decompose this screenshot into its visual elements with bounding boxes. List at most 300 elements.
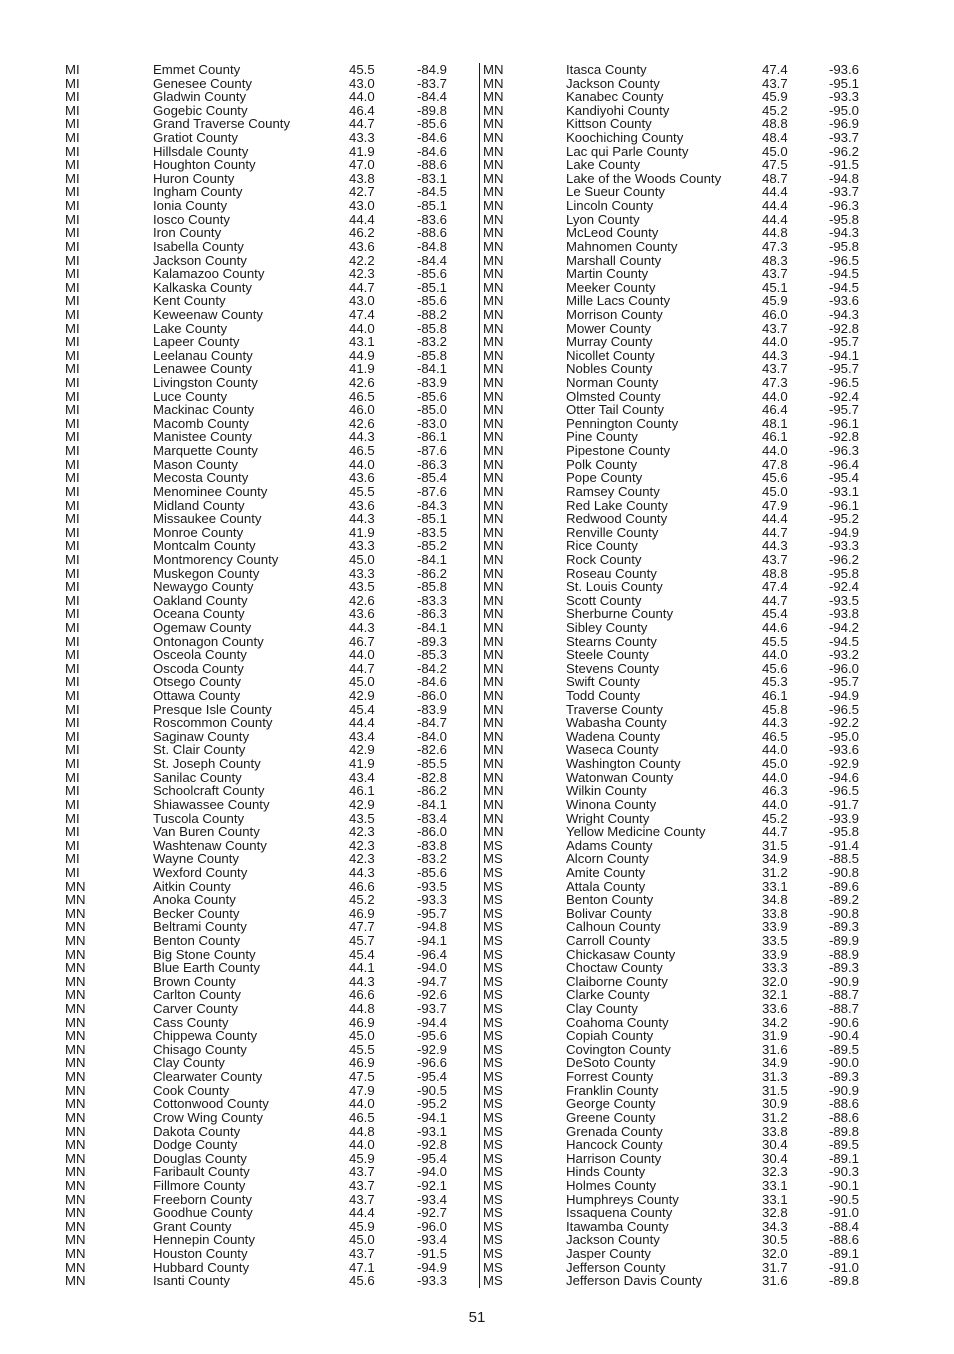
table-row [65,403,447,417]
county-cell: Wayne County [153,851,240,867]
longitude-cell: -88.5 [828,851,859,867]
state-cell: MN [65,933,86,948]
table-row [65,485,447,499]
longitude-cell: -84.9 [416,62,447,77]
latitude-cell: 45.0 [349,1232,375,1248]
state-cell: MI [65,715,80,731]
latitude-cell: 45.0 [349,1028,375,1044]
latitude-cell: 47.3 [762,238,788,254]
county-cell: Dodge County [153,1137,238,1153]
longitude-cell: -95.8 [828,565,859,581]
county-cell: Clay County [153,1055,225,1071]
longitude-cell: -84.1 [416,361,447,377]
longitude-cell: -93.8 [828,606,859,622]
longitude-cell: -88.7 [828,987,859,1003]
county-cell: Choctaw County [566,960,663,976]
latitude-cell: 44.4 [762,511,788,527]
county-cell: Keweenaw County [153,306,263,322]
state-cell: MS [483,1232,503,1248]
latitude-cell: 42.9 [349,796,375,812]
latitude-cell: 42.3 [349,824,375,840]
latitude-cell: 43.0 [349,75,375,91]
latitude-cell: 46.7 [349,633,375,649]
state-cell: MI [65,388,80,404]
longitude-cell: -83.8 [416,837,447,853]
longitude-cell: -95.2 [828,511,859,527]
state-cell: MN [483,456,504,472]
county-cell: Wadena County [566,728,661,744]
longitude-cell: -95.6 [416,1028,447,1044]
longitude-cell: -96.5 [828,252,859,268]
latitude-cell: 47.4 [762,62,788,77]
table-row [483,1084,859,1098]
table-row [483,1152,859,1166]
state-cell: MS [483,892,503,908]
longitude-cell: -86.2 [416,783,447,799]
table-row [65,63,447,77]
latitude-cell: 46.5 [349,1109,375,1125]
longitude-cell: -96.0 [828,660,859,676]
latitude-cell: 46.1 [349,783,375,799]
state-cell: MS [483,987,503,1003]
county-cell: Ingham County [153,184,243,200]
latitude-cell: 43.3 [349,130,375,146]
table-row [65,145,447,159]
state-cell: MI [65,75,80,91]
state-cell: MI [65,497,80,513]
table-row [483,880,859,894]
table-row [65,893,447,907]
table-row [483,1056,859,1070]
county-cell: Macomb County [153,415,250,431]
county-cell: Mason County [153,456,239,472]
state-cell: MI [65,443,80,459]
table-row [65,199,447,213]
latitude-cell: 43.4 [349,769,375,785]
table-row [483,90,859,104]
latitude-cell: 43.7 [762,551,788,567]
county-cell: Schoolcraft County [153,783,265,799]
state-cell: MS [483,1150,503,1166]
county-cell: Red Lake County [566,497,668,513]
county-cell: Osceola County [153,647,247,663]
latitude-cell: 46.1 [762,688,788,704]
state-cell: MN [483,824,504,840]
county-cell: Olmsted County [566,388,661,404]
state-cell: MN [483,579,504,595]
longitude-cell: -92.7 [416,1205,447,1221]
county-cell: Beltrami County [153,919,247,935]
state-cell: MN [65,1246,86,1262]
county-cell: Wabasha County [566,715,667,731]
state-cell: MI [65,402,80,418]
latitude-cell: 47.4 [349,306,375,322]
county-cell: Iron County [153,225,222,241]
county-cell: Hinds County [566,1164,646,1180]
longitude-cell: -90.0 [828,1055,859,1071]
longitude-cell: -96.4 [828,456,859,472]
county-cell: Genesee County [153,75,252,91]
table-row [483,335,859,349]
longitude-cell: -84.4 [416,252,447,268]
table-row [483,567,859,581]
table-row [483,281,859,295]
county-cell: Martin County [566,266,649,282]
county-cell: Ogemaw County [153,619,252,635]
county-cell: Van Buren County [153,824,260,840]
latitude-cell: 34.8 [762,892,788,908]
table-row [65,839,447,853]
county-cell: Calhoun County [566,919,661,935]
table-row [65,1206,447,1220]
table-row [483,648,859,662]
longitude-cell: -93.7 [828,130,859,146]
county-cell: Kanabec County [566,89,664,105]
table-row [483,975,859,989]
latitude-cell: 33.3 [762,960,788,976]
longitude-cell: -86.1 [416,429,447,445]
state-cell: MN [483,184,504,200]
table-row [65,1233,447,1247]
longitude-cell: -85.6 [416,293,447,309]
longitude-cell: -95.8 [828,238,859,254]
right-column-table [479,63,859,1288]
county-cell: Mille Lacs County [566,293,671,309]
county-cell: Ramsey County [566,483,660,499]
table-row [65,1016,447,1030]
latitude-cell: 46.5 [762,728,788,744]
state-cell: MS [483,1218,503,1234]
longitude-cell: -84.0 [416,728,447,744]
county-cell: Copiah County [566,1028,654,1044]
state-cell: MN [65,892,86,908]
county-cell: Chippewa County [153,1028,258,1044]
longitude-cell: -84.7 [416,715,447,731]
table-row [483,172,859,186]
longitude-cell: -92.8 [828,429,859,445]
longitude-cell: -94.2 [828,619,859,635]
state-cell: MI [65,647,80,663]
table-row [65,1193,447,1207]
table-row [483,907,859,921]
state-cell: MN [65,987,86,1003]
state-cell: MN [483,320,504,336]
state-cell: MI [65,306,80,322]
state-cell: MN [65,1082,86,1098]
longitude-cell: -93.5 [416,878,447,894]
state-cell: MN [65,1177,86,1193]
table-row [65,607,447,621]
longitude-cell: -89.3 [828,919,859,935]
state-cell: MS [483,1177,503,1193]
table-row [483,920,859,934]
county-cell: Leelanau County [153,347,253,363]
latitude-cell: 44.3 [349,973,375,989]
table-row [65,866,447,880]
longitude-cell: -85.5 [416,756,447,772]
latitude-cell: 47.9 [349,1082,375,1098]
table-row [483,1233,859,1247]
table-row [65,1220,447,1234]
county-cell: Attala County [566,878,646,894]
longitude-cell: -85.8 [416,320,447,336]
latitude-cell: 44.0 [762,796,788,812]
table-row [483,825,859,839]
table-row [65,1125,447,1139]
county-cell: Presque Isle County [153,701,272,717]
table-row [483,1206,859,1220]
state-cell: MN [483,660,504,676]
table-row [483,716,859,730]
longitude-cell: -90.9 [828,1082,859,1098]
longitude-cell: -85.3 [416,647,447,663]
latitude-cell: 44.0 [762,742,788,758]
county-cell: Chisago County [153,1041,247,1057]
county-cell: Carver County [153,1001,239,1017]
state-cell: MI [65,742,80,758]
table-row [65,213,447,227]
longitude-cell: -88.4 [828,1218,859,1234]
county-cell: Lenawee County [153,361,252,377]
county-cell: Douglas County [153,1150,247,1166]
state-cell: MI [65,851,80,867]
table-row [483,1193,859,1207]
longitude-cell: -95.2 [416,1096,447,1112]
state-cell: MN [65,919,86,935]
state-cell: MN [483,62,504,77]
county-cell: Mahnomen County [566,238,678,254]
longitude-cell: -96.2 [828,551,859,567]
state-cell: MS [483,960,503,976]
longitude-cell: -90.4 [828,1028,859,1044]
table-row [483,621,859,635]
latitude-cell: 45.4 [762,606,788,622]
latitude-cell: 45.0 [349,674,375,690]
county-cell: Mecosta County [153,470,249,486]
table-row [483,185,859,199]
table-row [483,403,859,417]
state-cell: MI [65,238,80,254]
county-cell: Covington County [566,1041,671,1057]
county-cell: Emmet County [153,62,241,77]
county-cell: George County [566,1096,656,1112]
longitude-cell: -91.4 [828,837,859,853]
longitude-cell: -92.2 [828,715,859,731]
state-cell: MN [65,1055,86,1071]
table-row [483,294,859,308]
county-cell: Oakland County [153,592,248,608]
latitude-cell: 42.2 [349,252,375,268]
longitude-cell: -94.1 [828,347,859,363]
longitude-cell: -84.6 [416,143,447,159]
state-cell: MN [65,905,86,921]
state-cell: MN [483,102,504,118]
latitude-cell: 31.6 [762,1273,788,1289]
latitude-cell: 44.7 [349,116,375,132]
longitude-cell: -94.3 [828,306,859,322]
state-cell: MI [65,864,80,880]
latitude-cell: 44.4 [349,715,375,731]
state-cell: MI [65,198,80,214]
longitude-cell: -96.1 [828,415,859,431]
table-row [483,158,859,172]
longitude-cell: -92.9 [828,756,859,772]
table-row [65,621,447,635]
state-cell: MN [483,470,504,486]
longitude-cell: -91.7 [828,796,859,812]
longitude-cell: -92.1 [416,1177,447,1193]
longitude-cell: -83.9 [416,375,447,391]
longitude-cell: -93.3 [828,89,859,105]
county-cell: Humphreys County [566,1191,679,1207]
table-row [65,254,447,268]
table-row [65,771,447,785]
latitude-cell: 44.4 [762,184,788,200]
table-row [483,226,859,240]
latitude-cell: 30.4 [762,1150,788,1166]
longitude-cell: -90.1 [828,1177,859,1193]
county-cell: Sibley County [566,619,648,635]
state-cell: MI [65,143,80,159]
latitude-cell: 43.8 [349,170,375,186]
table-row [483,948,859,962]
longitude-cell: -89.9 [828,933,859,948]
state-cell: MI [65,89,80,105]
county-cell: Itasca County [566,62,647,77]
county-cell: Wilkin County [566,783,647,799]
latitude-cell: 31.6 [762,1041,788,1057]
latitude-cell: 48.1 [762,415,788,431]
longitude-cell: -93.6 [828,293,859,309]
state-cell: MN [483,334,504,350]
table-row [65,185,447,199]
table-row [483,131,859,145]
state-cell: MN [483,606,504,622]
longitude-cell: -93.1 [416,1123,447,1139]
table-row [65,1165,447,1179]
table-row [483,730,859,744]
county-cell: Murray County [566,334,653,350]
county-cell: Adams County [566,837,653,853]
latitude-cell: 43.6 [349,497,375,513]
county-cell: Fillmore County [153,1177,246,1193]
longitude-cell: -89.2 [828,892,859,908]
latitude-cell: 47.8 [762,456,788,472]
table-row [65,648,447,662]
longitude-cell: -96.6 [416,1055,447,1071]
state-cell: MN [483,756,504,772]
table-row [483,254,859,268]
county-cell: Saginaw County [153,728,250,744]
longitude-cell: -93.4 [416,1191,447,1207]
latitude-cell: 46.2 [349,225,375,241]
county-cell: Becker County [153,905,240,921]
latitude-cell: 45.7 [349,933,375,948]
table-row [483,1179,859,1193]
latitude-cell: 43.5 [349,579,375,595]
longitude-cell: -94.7 [416,973,447,989]
latitude-cell: 45.0 [762,483,788,499]
table-row [483,689,859,703]
longitude-cell: -89.8 [828,1273,859,1289]
county-cell: Clarke County [566,987,650,1003]
state-cell: MS [483,1082,503,1098]
longitude-cell: -88.6 [416,157,447,173]
latitude-cell: 42.3 [349,851,375,867]
state-cell: MN [483,674,504,690]
county-cell: St. Joseph County [153,756,261,772]
state-cell: MI [65,810,80,826]
county-cell: Washtenaw County [153,837,267,853]
state-cell: MI [65,470,80,486]
latitude-cell: 45.3 [762,674,788,690]
county-cell: Cook County [153,1082,230,1098]
table-row [483,1002,859,1016]
latitude-cell: 33.9 [762,946,788,962]
latitude-cell: 43.6 [349,238,375,254]
table-row [483,362,859,376]
table-row [483,322,859,336]
state-cell: MN [65,1150,86,1166]
county-cell: Stevens County [566,660,660,676]
state-cell: MN [483,511,504,527]
latitude-cell: 33.1 [762,1177,788,1193]
state-cell: MN [483,116,504,132]
state-cell: MN [65,1069,86,1085]
county-cell: Brown County [153,973,236,989]
state-cell: MS [483,1028,503,1044]
longitude-cell: -90.8 [828,864,859,880]
longitude-cell: -95.7 [828,402,859,418]
longitude-cell: -91.0 [828,1259,859,1275]
table-row [65,798,447,812]
state-cell: MS [483,1123,503,1139]
state-cell: MN [483,810,504,826]
table-row [65,934,447,948]
county-cell: Manistee County [153,429,252,445]
longitude-cell: -92.4 [828,579,859,595]
longitude-cell: -84.1 [416,619,447,635]
longitude-cell: -93.6 [828,62,859,77]
table-row [483,1043,859,1057]
latitude-cell: 46.5 [349,388,375,404]
county-cell: Lake of the Woods County [566,170,722,186]
latitude-cell: 32.1 [762,987,788,1003]
state-cell: MN [483,279,504,295]
latitude-cell: 32.8 [762,1205,788,1221]
state-cell: MI [65,633,80,649]
latitude-cell: 31.3 [762,1069,788,1085]
county-cell: Goodhue County [153,1205,253,1221]
state-cell: MN [483,157,504,173]
latitude-cell: 42.7 [349,184,375,200]
county-cell: Pope County [566,470,643,486]
latitude-cell: 44.0 [349,647,375,663]
county-cell: Washington County [566,756,681,772]
table-row [483,1111,859,1125]
table-row [65,1179,447,1193]
state-cell: MI [65,334,80,350]
table-row [65,294,447,308]
longitude-cell: -88.6 [416,225,447,241]
state-cell: MS [483,878,503,894]
state-cell: MI [65,511,80,527]
table-row [65,784,447,798]
latitude-cell: 30.9 [762,1096,788,1112]
latitude-cell: 45.9 [349,1218,375,1234]
county-cell: Blue Earth County [153,960,261,976]
longitude-cell: -94.0 [416,1164,447,1180]
